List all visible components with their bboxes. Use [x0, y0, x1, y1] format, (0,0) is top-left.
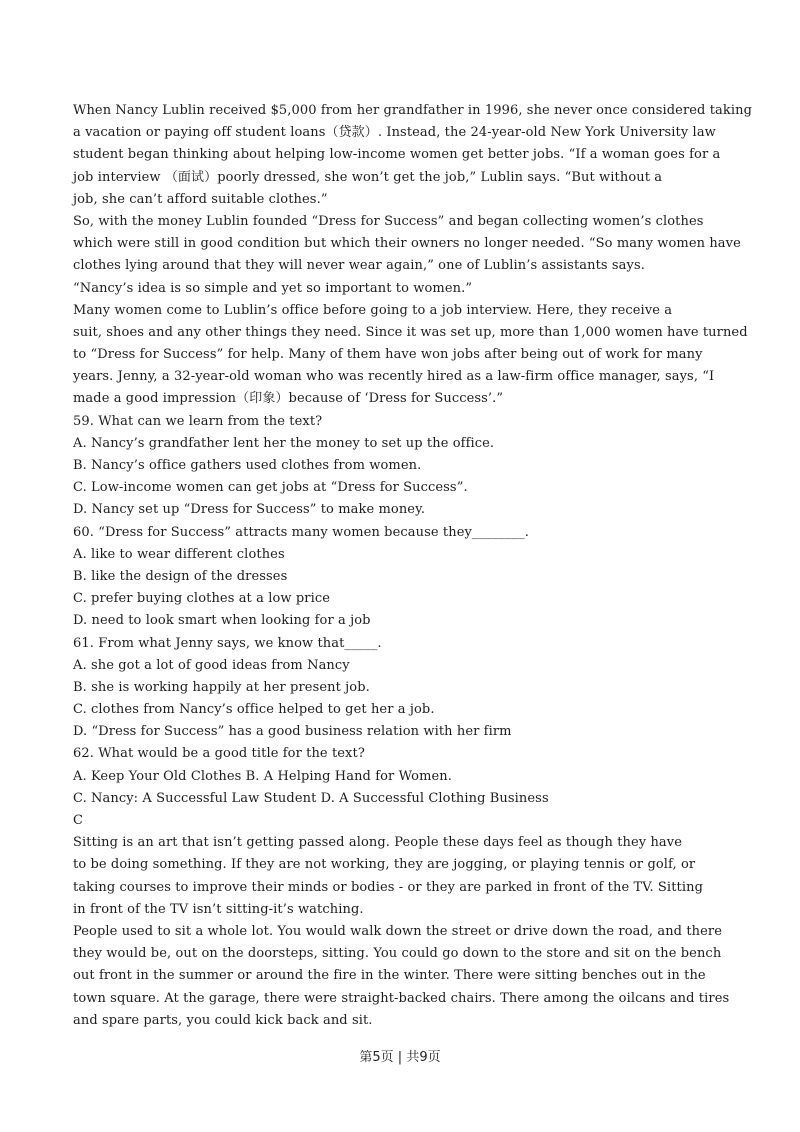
passage-line: years. Jenny, a 32-year-old woman who was recently hired as a law-firm office manager, says, “I	[73, 369, 715, 385]
question-61: 61. From what Jenny says, we know that_____.	[73, 635, 382, 651]
passage-line: When Nancy Lublin received $5,000 from her grandfather in 1996, she never once considered taking	[73, 103, 753, 118]
option-59-c: C. Low-income women can get jobs at “Dress for Success”.	[73, 480, 468, 496]
passage-line: Many women come to Lublin’s office before going to a job interview. Here, they receive a	[73, 302, 673, 318]
option-61-a: A. she got a lot of good ideas from Nancy	[73, 657, 350, 673]
passage-line: which were still in good condition but which their owners no longer needed. “So many women have	[73, 236, 741, 252]
passage-line: “Nancy’s idea is so simple and yet so important to women.”	[73, 280, 473, 296]
question-60: 60. “Dress for Success” attracts many women because they________.	[73, 524, 529, 540]
option-61-d: D. “Dress for Success” has a good business relation with her firm	[73, 724, 512, 740]
option-60-c: C. prefer buying clothes at a low price	[73, 591, 331, 607]
passage-line: job, she can’t afford suitable clothes.”	[73, 191, 328, 207]
question-62: 62. What would be a good title for the text?	[73, 746, 365, 762]
page-footer: 第5页 | 共9页	[359, 1050, 441, 1065]
passage-line: they would be, out on the doorsteps, sitting. You could go down to the store and sit on the bench	[73, 946, 722, 962]
passage-line: clothes lying around that they will never wear again,” one of Lublin’s assistants says.	[73, 258, 645, 274]
passage-line: Sitting is an art that isn’t getting passed along. People these days feel as though they have	[73, 835, 683, 851]
passage-line: to be doing something. If they are not working, they are jogging, or playing tennis or golf, or	[73, 857, 696, 873]
options-62-ab: A. Keep Your Old Clothes B. A Helping Hand for Women.	[73, 768, 453, 784]
option-60-a: A. like to wear different clothes	[73, 546, 285, 562]
document-body	[73, 100, 763, 1032]
passage-line: So, with the money Lublin founded “Dress for Success” and began collecting women’s clothes	[73, 213, 704, 229]
option-60-d: D. need to look smart when looking for a job	[73, 613, 371, 629]
passage-line: a vacation or paying off student loans（贷款）. Instead, the 24-year-old New York University law	[73, 125, 716, 141]
passage-line: out front in the summer or around the fire in the winter. There were sitting benches out in the	[73, 968, 706, 984]
passage-line: job interview （面试）poorly dressed, she won’t get the job,” Lublin says. “But without a	[73, 169, 663, 185]
option-61-b: B. she is working happily at her present job.	[73, 679, 370, 695]
passage-line: People used to sit a whole lot. You would walk down the street or drive down the road, and there	[73, 923, 723, 939]
passage-line: town square. At the garage, there were straight-backed chairs. There among the oilcans and tires	[73, 990, 730, 1006]
option-59-a: A. Nancy’s grandfather lent her the money to set up the office.	[73, 435, 495, 451]
option-61-c: C. clothes from Nancy’s office helped to get her a job.	[73, 702, 435, 718]
passage-line: made a good impression（印象）because of ‘Dress for Success’.”	[73, 391, 504, 407]
passage-line: to “Dress for Success” for help. Many of them have won jobs after being out of work for many	[73, 347, 703, 363]
option-59-d: D. Nancy set up “Dress for Success” to make money.	[73, 502, 426, 518]
option-59-b: B. Nancy’s office gathers used clothes from women.	[73, 458, 422, 473]
passage-line: suit, shoes and any other things they need. Since it was set up, more than 1,000 women have turned	[73, 324, 748, 340]
section-heading: C	[73, 813, 84, 828]
option-60-b: B. like the design of the dresses	[73, 568, 288, 584]
passage-line: taking courses to improve their minds or bodies - or they are parked in front of the TV. Sitting	[73, 879, 703, 895]
passage-line: in front of the TV isn’t sitting-it’s watching.	[73, 901, 364, 917]
question-59: 59. What can we learn from the text?	[73, 413, 323, 429]
options-62-cd: C. Nancy: A Successful Law Student D. A Successful Clothing Business	[73, 790, 549, 806]
passage-line: and spare parts, you could kick back and sit.	[73, 1012, 373, 1028]
passage-line: student began thinking about helping low-income women get better jobs. “If a woman goes for a	[73, 147, 721, 163]
